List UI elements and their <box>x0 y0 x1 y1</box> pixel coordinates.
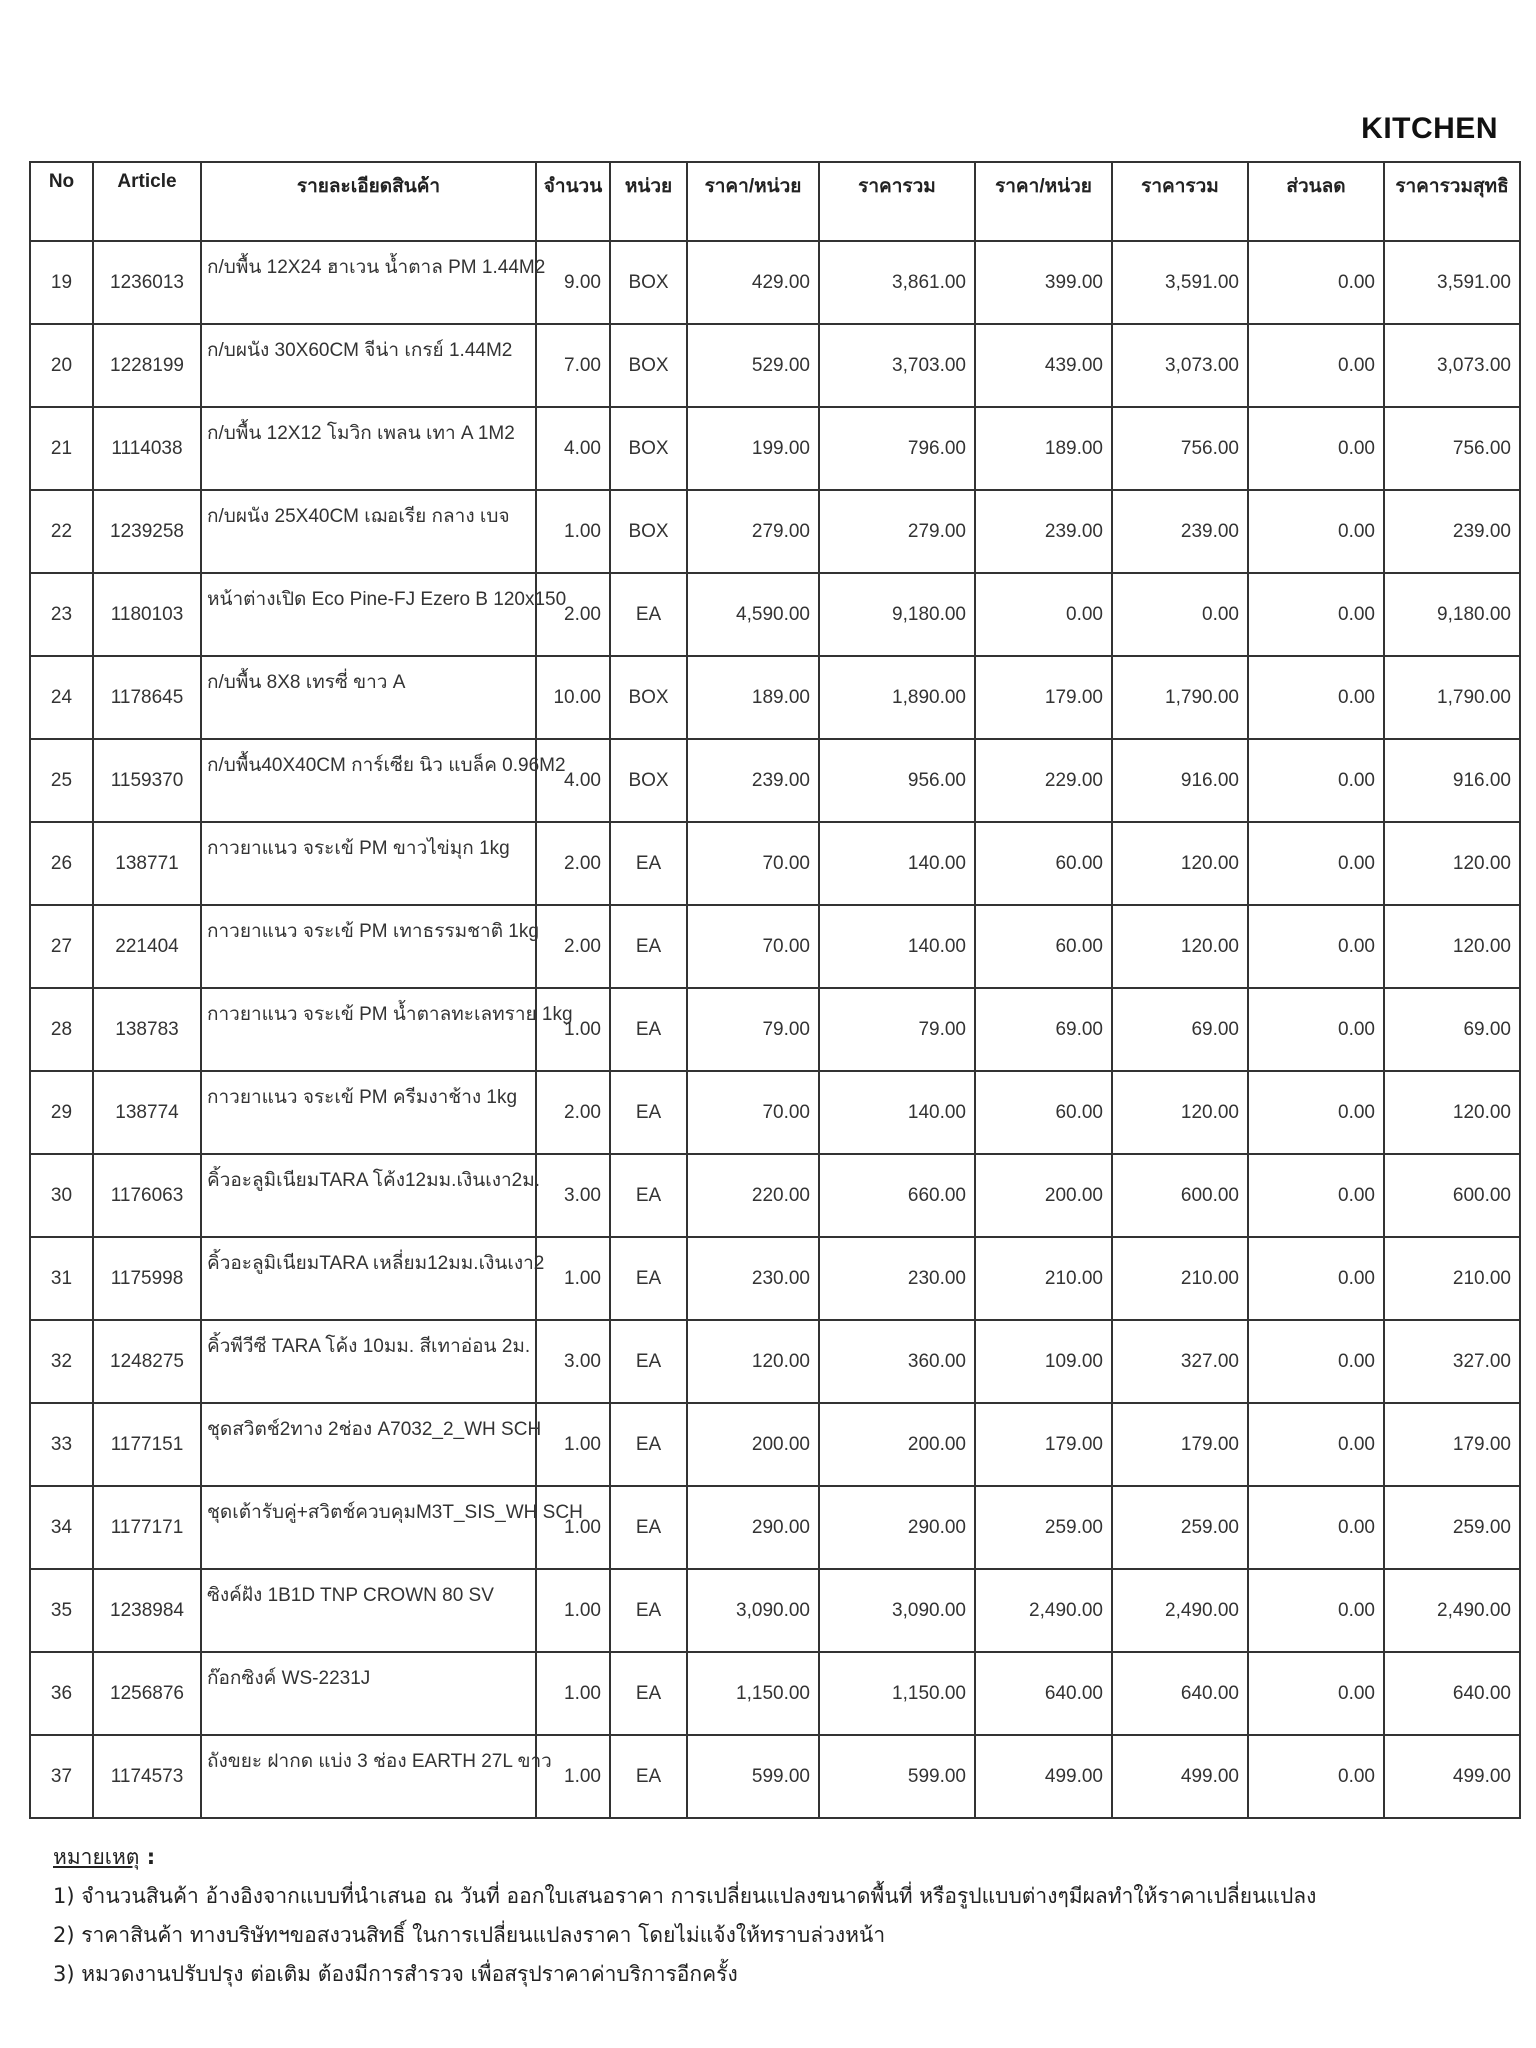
header-article: Article <box>93 162 201 241</box>
cell-unit-price-2: 229.00 <box>975 739 1112 822</box>
cell-total-2: 640.00 <box>1112 1652 1248 1735</box>
cell-description: ก/บพื้น 8X8 เทรซี่ ขาว A <box>201 656 536 739</box>
table-row <box>30 1403 1520 1486</box>
cell-description: ชุดเต้ารับคู่+สวิตช์ควบคุมM3T_SIS_WH SCH <box>201 1486 536 1569</box>
cell-total-2: 1,790.00 <box>1112 656 1248 739</box>
cell-unit-price-2: 259.00 <box>975 1486 1112 1569</box>
cell-discount: 0.00 <box>1248 407 1384 490</box>
cell-total: 79.00 <box>819 988 975 1071</box>
table-row <box>30 1569 1520 1652</box>
cell-unit-price-2: 0.00 <box>975 573 1112 656</box>
cell-article: 1114038 <box>93 407 201 490</box>
note-line: 1) จำนวนสินค้า อ้างอิงจากแบบที่นำเสนอ ณ วันที่ ออกใบเสนอราคา การเปลี่ยนแปลงขนาดพื้นที่ หรือรูปแบบต่างๆมีผลทำให้ราคาเปลี่ยนแปลง <box>53 1884 1317 1908</box>
cell-unit-price: 529.00 <box>687 324 819 407</box>
cell-total: 230.00 <box>819 1237 975 1320</box>
cell-total-2: 120.00 <box>1112 1071 1248 1154</box>
cell-total-2: 2,490.00 <box>1112 1569 1248 1652</box>
table-row <box>30 1320 1520 1403</box>
cell-total: 279.00 <box>819 490 975 573</box>
cell-no: 26 <box>30 822 93 905</box>
cell-total: 599.00 <box>819 1735 975 1818</box>
cell-net-total: 239.00 <box>1384 490 1520 573</box>
cell-description: ก๊อกซิงค์ WS-2231J <box>201 1652 536 1735</box>
cell-unit-price: 70.00 <box>687 1071 819 1154</box>
table-row <box>30 1652 1520 1735</box>
cell-total: 140.00 <box>819 905 975 988</box>
cell-no: 20 <box>30 324 93 407</box>
cell-description: ก/บพื้น 12X24 ฮาเวน น้ำตาล PM 1.44M2 <box>201 241 536 324</box>
cell-unit-price: 70.00 <box>687 905 819 988</box>
cell-net-total: 640.00 <box>1384 1652 1520 1735</box>
cell-total: 956.00 <box>819 739 975 822</box>
cell-total-2: 600.00 <box>1112 1154 1248 1237</box>
cell-total: 660.00 <box>819 1154 975 1237</box>
cell-quantity: 2.00 <box>536 1071 610 1154</box>
cell-total-2: 120.00 <box>1112 822 1248 905</box>
cell-article: 1177151 <box>93 1403 201 1486</box>
cell-unit-price: 290.00 <box>687 1486 819 1569</box>
cell-unit: EA <box>610 1652 687 1735</box>
cell-quantity: 1.00 <box>536 1735 610 1818</box>
cell-discount: 0.00 <box>1248 1403 1384 1486</box>
cell-no: 29 <box>30 1071 93 1154</box>
cell-no: 23 <box>30 573 93 656</box>
header-unit-price: ราคา/หน่วย <box>687 162 819 241</box>
cell-net-total: 210.00 <box>1384 1237 1520 1320</box>
cell-no: 34 <box>30 1486 93 1569</box>
cell-net-total: 3,073.00 <box>1384 324 1520 407</box>
cell-quantity: 4.00 <box>536 407 610 490</box>
cell-quantity: 1.00 <box>536 490 610 573</box>
cell-description: คิ้วอะลูมิเนียมTARA โค้ง12มม.เงินเงา2ม. <box>201 1154 536 1237</box>
cell-quantity: 2.00 <box>536 905 610 988</box>
cell-quantity: 2.00 <box>536 573 610 656</box>
cell-net-total: 69.00 <box>1384 988 1520 1071</box>
cell-description: ก/บผนัง 30X60CM จีน่า เกรย์ 1.44M2 <box>201 324 536 407</box>
cell-total-2: 499.00 <box>1112 1735 1248 1818</box>
cell-article: 1177171 <box>93 1486 201 1569</box>
cell-unit-price: 199.00 <box>687 407 819 490</box>
cell-description: คิ้วพีวีซี TARA โค้ง 10มม. สีเทาอ่อน 2ม. <box>201 1320 536 1403</box>
cell-unit-price-2: 179.00 <box>975 656 1112 739</box>
cell-total-2: 3,591.00 <box>1112 241 1248 324</box>
notes-heading: หมายเหตุ <box>53 1845 140 1869</box>
cell-unit-price: 200.00 <box>687 1403 819 1486</box>
cell-net-total: 120.00 <box>1384 1071 1520 1154</box>
cell-unit-price-2: 189.00 <box>975 407 1112 490</box>
cell-article: 1159370 <box>93 739 201 822</box>
cell-article: 138774 <box>93 1071 201 1154</box>
cell-net-total: 2,490.00 <box>1384 1569 1520 1652</box>
table-row <box>30 905 1520 988</box>
cell-quantity: 3.00 <box>536 1154 610 1237</box>
cell-article: 1256876 <box>93 1652 201 1735</box>
cell-discount: 0.00 <box>1248 1320 1384 1403</box>
note-line: 3) หมวดงานปรับปรุง ต่อเติม ต้องมีการสำรวจ เพื่อสรุปราคาค่าบริการอีกครั้ง <box>53 1962 738 1986</box>
cell-description: ก/บพื้น 12X12 โมวิก เพลน เทา A 1M2 <box>201 407 536 490</box>
cell-unit-price-2: 60.00 <box>975 905 1112 988</box>
cell-unit: EA <box>610 822 687 905</box>
cell-total: 3,090.00 <box>819 1569 975 1652</box>
table-row <box>30 822 1520 905</box>
cell-unit: EA <box>610 988 687 1071</box>
cell-net-total: 916.00 <box>1384 739 1520 822</box>
cell-article: 1175998 <box>93 1237 201 1320</box>
cell-no: 32 <box>30 1320 93 1403</box>
cell-total: 3,703.00 <box>819 324 975 407</box>
cell-quantity: 3.00 <box>536 1320 610 1403</box>
cell-unit-price: 1,150.00 <box>687 1652 819 1735</box>
cell-total: 9,180.00 <box>819 573 975 656</box>
cell-quantity: 1.00 <box>536 1569 610 1652</box>
cell-unit: EA <box>610 905 687 988</box>
cell-discount: 0.00 <box>1248 822 1384 905</box>
cell-net-total: 756.00 <box>1384 407 1520 490</box>
cell-quantity: 4.00 <box>536 739 610 822</box>
cell-net-total: 9,180.00 <box>1384 573 1520 656</box>
cell-total-2: 259.00 <box>1112 1486 1248 1569</box>
cell-article: 1236013 <box>93 241 201 324</box>
cell-description: กาวยาแนว จระเข้ PM ขาวไข่มุก 1kg <box>201 822 536 905</box>
cell-no: 30 <box>30 1154 93 1237</box>
cell-net-total: 1,790.00 <box>1384 656 1520 739</box>
header-net-total: ราคารวมสุทธิ <box>1384 162 1520 241</box>
cell-total-2: 756.00 <box>1112 407 1248 490</box>
cell-discount: 0.00 <box>1248 573 1384 656</box>
cell-quantity: 1.00 <box>536 988 610 1071</box>
cell-no: 27 <box>30 905 93 988</box>
cell-unit-price: 429.00 <box>687 241 819 324</box>
cell-unit: BOX <box>610 739 687 822</box>
cell-unit-price: 120.00 <box>687 1320 819 1403</box>
cell-total: 290.00 <box>819 1486 975 1569</box>
table-row <box>30 656 1520 739</box>
cell-total-2: 3,073.00 <box>1112 324 1248 407</box>
cell-no: 19 <box>30 241 93 324</box>
cell-discount: 0.00 <box>1248 1237 1384 1320</box>
cell-quantity: 10.00 <box>536 656 610 739</box>
cell-unit: BOX <box>610 241 687 324</box>
cell-unit: EA <box>610 1320 687 1403</box>
cell-unit: EA <box>610 1403 687 1486</box>
cell-unit-price: 279.00 <box>687 490 819 573</box>
cell-no: 28 <box>30 988 93 1071</box>
cell-total: 140.00 <box>819 1071 975 1154</box>
cell-article: 1238984 <box>93 1569 201 1652</box>
cell-description: หน้าต่างเปิด Eco Pine-FJ Ezero B 120x150 <box>201 573 536 656</box>
cell-net-total: 499.00 <box>1384 1735 1520 1818</box>
cell-unit-price-2: 640.00 <box>975 1652 1112 1735</box>
table-row <box>30 324 1520 407</box>
cell-unit-price-2: 60.00 <box>975 822 1112 905</box>
cell-unit-price: 70.00 <box>687 822 819 905</box>
cell-discount: 0.00 <box>1248 1735 1384 1818</box>
cell-net-total: 120.00 <box>1384 905 1520 988</box>
cell-net-total: 3,591.00 <box>1384 241 1520 324</box>
cell-discount: 0.00 <box>1248 324 1384 407</box>
table-row <box>30 407 1520 490</box>
cell-unit-price: 4,590.00 <box>687 573 819 656</box>
cell-description: ซิงค์ฝัง 1B1D TNP CROWN 80 SV <box>201 1569 536 1652</box>
cell-total-2: 239.00 <box>1112 490 1248 573</box>
cell-quantity: 2.00 <box>536 822 610 905</box>
header-discount: ส่วนลด <box>1248 162 1384 241</box>
cell-total-2: 327.00 <box>1112 1320 1248 1403</box>
header-no: No <box>30 162 93 241</box>
cell-discount: 0.00 <box>1248 905 1384 988</box>
header-total-2: ราคารวม <box>1112 162 1248 241</box>
cell-quantity: 1.00 <box>536 1486 610 1569</box>
cell-description: ถังขยะ ฝากด แบ่ง 3 ช่อง EARTH 27L ขาว <box>201 1735 536 1818</box>
note-line: 2) ราคาสินค้า ทางบริษัทฯขอสงวนสิทธิ์ ในการเปลี่ยนแปลงราคา โดยไม่แจ้งให้ทราบล่วงหน้า <box>53 1923 886 1947</box>
cell-net-total: 259.00 <box>1384 1486 1520 1569</box>
cell-unit-price-2: 239.00 <box>975 490 1112 573</box>
cell-unit-price: 220.00 <box>687 1154 819 1237</box>
table-header-row <box>30 162 1520 241</box>
cell-unit-price: 3,090.00 <box>687 1569 819 1652</box>
table-row <box>30 1486 1520 1569</box>
cell-description: ชุดสวิตช์2ทาง 2ช่อง A7032_2_WH SCH <box>201 1403 536 1486</box>
cell-description: คิ้วอะลูมิเนียมTARA เหลี่ยม12มม.เงินเงา2 <box>201 1237 536 1320</box>
header-unit: หน่วย <box>610 162 687 241</box>
table-row <box>30 1071 1520 1154</box>
cell-net-total: 600.00 <box>1384 1154 1520 1237</box>
cell-total-2: 0.00 <box>1112 573 1248 656</box>
cell-quantity: 7.00 <box>536 324 610 407</box>
cell-article: 1228199 <box>93 324 201 407</box>
cell-no: 24 <box>30 656 93 739</box>
quotation-table <box>29 161 1521 1819</box>
cell-unit: BOX <box>610 490 687 573</box>
cell-unit-price-2: 499.00 <box>975 1735 1112 1818</box>
cell-unit-price-2: 2,490.00 <box>975 1569 1112 1652</box>
table-row <box>30 490 1520 573</box>
cell-article: 1180103 <box>93 573 201 656</box>
cell-unit-price: 230.00 <box>687 1237 819 1320</box>
cell-article: 1176063 <box>93 1154 201 1237</box>
cell-article: 1248275 <box>93 1320 201 1403</box>
cell-no: 31 <box>30 1237 93 1320</box>
cell-quantity: 1.00 <box>536 1403 610 1486</box>
cell-unit: EA <box>610 1071 687 1154</box>
cell-discount: 0.00 <box>1248 490 1384 573</box>
cell-unit-price-2: 399.00 <box>975 241 1112 324</box>
table-row <box>30 1237 1520 1320</box>
cell-unit-price-2: 439.00 <box>975 324 1112 407</box>
cell-total: 1,890.00 <box>819 656 975 739</box>
cell-no: 35 <box>30 1569 93 1652</box>
cell-quantity: 1.00 <box>536 1237 610 1320</box>
cell-article: 138783 <box>93 988 201 1071</box>
cell-unit: EA <box>610 573 687 656</box>
cell-unit-price: 599.00 <box>687 1735 819 1818</box>
cell-description: กาวยาแนว จระเข้ PM ครีมงาช้าง 1kg <box>201 1071 536 1154</box>
cell-quantity: 1.00 <box>536 1652 610 1735</box>
cell-discount: 0.00 <box>1248 1071 1384 1154</box>
cell-article: 1174573 <box>93 1735 201 1818</box>
cell-discount: 0.00 <box>1248 1569 1384 1652</box>
cell-unit: EA <box>610 1735 687 1818</box>
cell-unit-price: 189.00 <box>687 656 819 739</box>
table-row <box>30 1154 1520 1237</box>
cell-quantity: 9.00 <box>536 241 610 324</box>
cell-description: ก/บพื้น40X40CM การ์เซีย นิว แบล็ค 0.96M2 <box>201 739 536 822</box>
cell-no: 22 <box>30 490 93 573</box>
cell-description: ก/บผนัง 25X40CM เฌอเรีย กลาง เบจ <box>201 490 536 573</box>
table-row <box>30 739 1520 822</box>
table-row <box>30 1735 1520 1818</box>
cell-discount: 0.00 <box>1248 739 1384 822</box>
cell-unit-price-2: 60.00 <box>975 1071 1112 1154</box>
cell-no: 36 <box>30 1652 93 1735</box>
cell-article: 138771 <box>93 822 201 905</box>
cell-description: กาวยาแนว จระเข้ PM น้ำตาลทะเลทราย 1kg <box>201 988 536 1071</box>
cell-no: 33 <box>30 1403 93 1486</box>
cell-unit-price: 239.00 <box>687 739 819 822</box>
cell-total-2: 120.00 <box>1112 905 1248 988</box>
cell-unit-price-2: 69.00 <box>975 988 1112 1071</box>
cell-total: 1,150.00 <box>819 1652 975 1735</box>
cell-article: 1239258 <box>93 490 201 573</box>
cell-unit-price-2: 109.00 <box>975 1320 1112 1403</box>
cell-unit-price: 79.00 <box>687 988 819 1071</box>
cell-unit: EA <box>610 1237 687 1320</box>
cell-unit: EA <box>610 1569 687 1652</box>
notes-section <box>53 1838 1316 1994</box>
cell-discount: 0.00 <box>1248 988 1384 1071</box>
table-row <box>30 241 1520 324</box>
header-total: ราคารวม <box>819 162 975 241</box>
table-row <box>30 988 1520 1071</box>
cell-unit: BOX <box>610 656 687 739</box>
cell-no: 37 <box>30 1735 93 1818</box>
cell-unit: BOX <box>610 407 687 490</box>
cell-net-total: 120.00 <box>1384 822 1520 905</box>
cell-total-2: 179.00 <box>1112 1403 1248 1486</box>
cell-discount: 0.00 <box>1248 1486 1384 1569</box>
header-description: รายละเอียดสินค้า <box>201 162 536 241</box>
cell-article: 1178645 <box>93 656 201 739</box>
cell-article: 221404 <box>93 905 201 988</box>
cell-unit-price-2: 210.00 <box>975 1237 1112 1320</box>
cell-discount: 0.00 <box>1248 1154 1384 1237</box>
cell-total-2: 210.00 <box>1112 1237 1248 1320</box>
cell-total: 140.00 <box>819 822 975 905</box>
cell-discount: 0.00 <box>1248 656 1384 739</box>
cell-unit: BOX <box>610 324 687 407</box>
cell-total: 360.00 <box>819 1320 975 1403</box>
cell-total: 796.00 <box>819 407 975 490</box>
header-quantity: จำนวน <box>536 162 610 241</box>
cell-net-total: 179.00 <box>1384 1403 1520 1486</box>
cell-unit-price-2: 179.00 <box>975 1403 1112 1486</box>
cell-no: 25 <box>30 739 93 822</box>
cell-no: 21 <box>30 407 93 490</box>
notes-colon: : <box>139 1845 156 1869</box>
cell-total: 200.00 <box>819 1403 975 1486</box>
cell-net-total: 327.00 <box>1384 1320 1520 1403</box>
cell-unit: EA <box>610 1154 687 1237</box>
table-row <box>30 573 1520 656</box>
cell-discount: 0.00 <box>1248 241 1384 324</box>
cell-discount: 0.00 <box>1248 1652 1384 1735</box>
header-unit-price-2: ราคา/หน่วย <box>975 162 1112 241</box>
cell-unit: EA <box>610 1486 687 1569</box>
cell-total-2: 69.00 <box>1112 988 1248 1071</box>
cell-total-2: 916.00 <box>1112 739 1248 822</box>
cell-total: 3,861.00 <box>819 241 975 324</box>
cell-description: กาวยาแนว จระเข้ PM เทาธรรมชาติ 1kg <box>201 905 536 988</box>
section-title: KITCHEN <box>1361 112 1498 145</box>
cell-unit-price-2: 200.00 <box>975 1154 1112 1237</box>
